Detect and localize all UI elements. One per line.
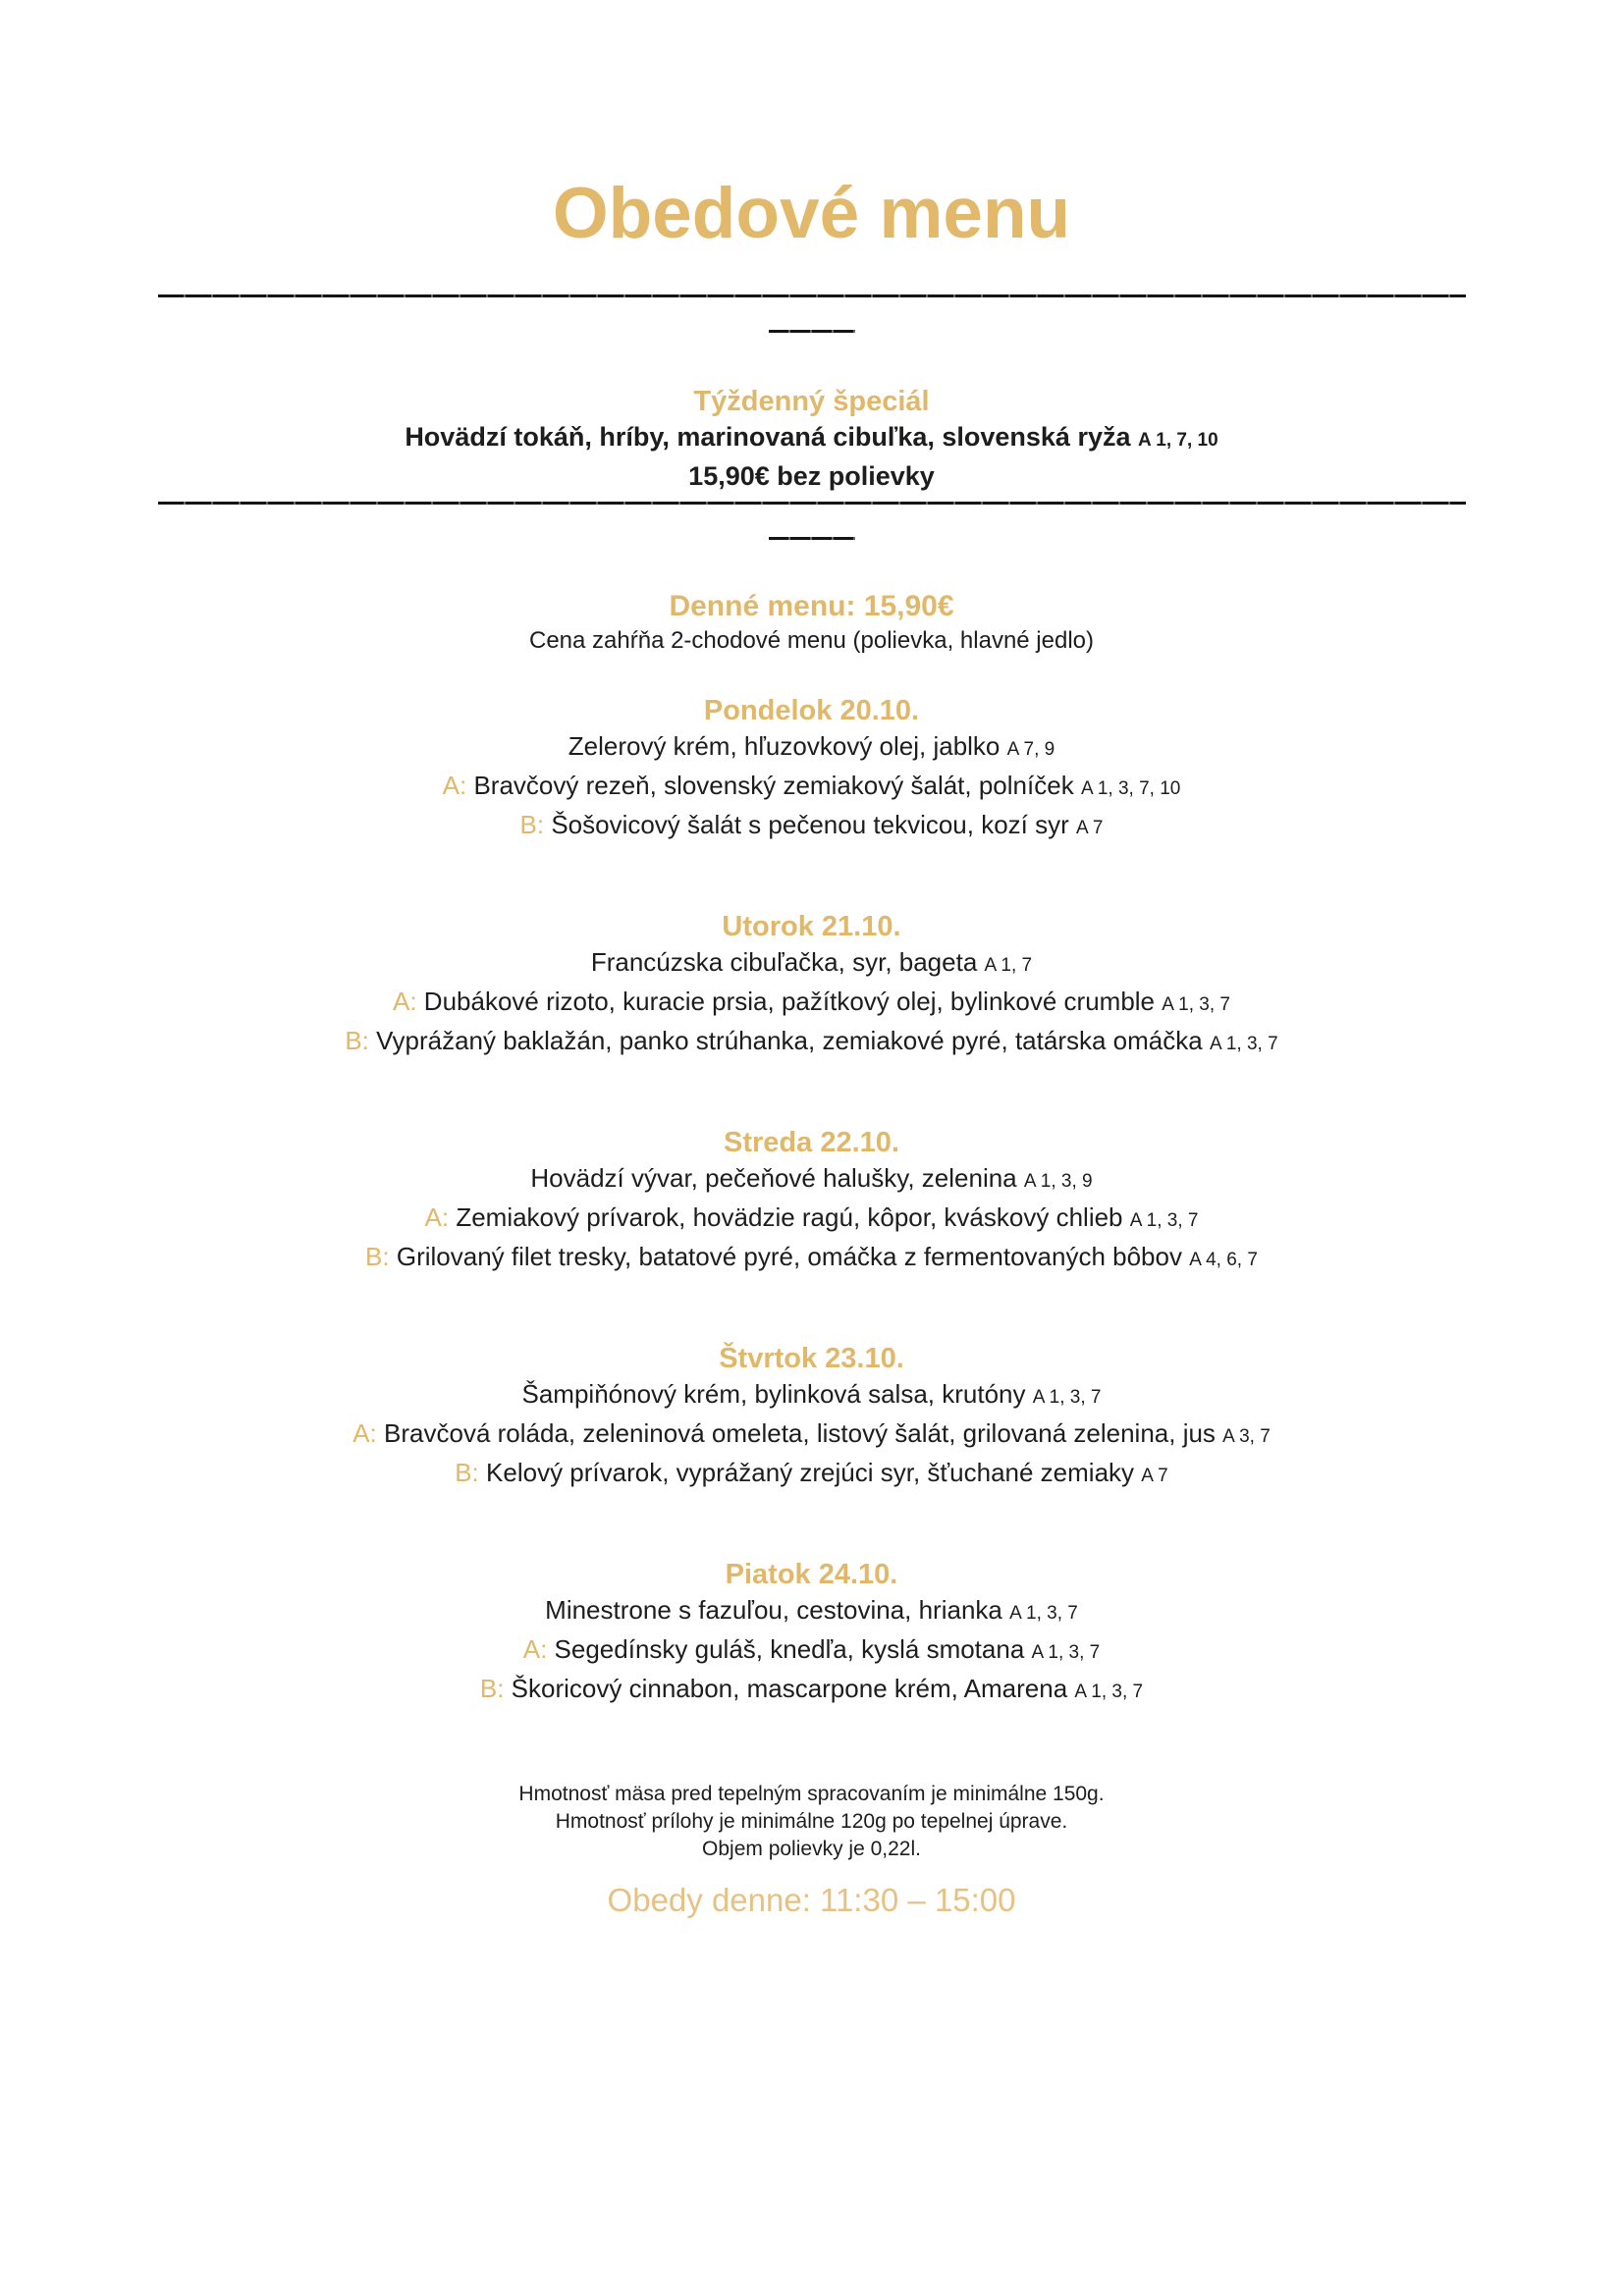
note-line: Hmotnosť mäsa pred tepelným spracovaním je minimálne 150g. [518,1783,1105,1805]
menu-a-line [158,1200,1466,1239]
soup-text: Hovädzí vývar, pečeňové halušky, zelenina [530,1163,1017,1193]
portion-notes [158,1781,1466,1863]
day-heading: Pondelok 20.10. [703,695,920,726]
menu-b-prefix: B: [365,1242,390,1271]
menu-b-text: Šošovicový šalát s pečenou tekvicou, kozí syr [551,810,1069,839]
allergen-codes: A 1, 3, 9 [1023,1171,1093,1192]
soup-text: Francúzska cibuľačka, syr, bageta [590,947,978,977]
menu-footer [158,1781,1466,1921]
allergen-codes: A 1, 3, 7 [1074,1682,1144,1702]
allergen-codes: A 1, 3, 7 [1162,994,1230,1015]
menu-a-text: Bravčový rezeň, slovenský zemiakový šalát, polníček [473,771,1074,800]
menu-b-text: Kelový prívarok, vyprážaný zrejúci syr, šťuchané zemiaky [486,1458,1135,1487]
allergen-codes: A 1, 3, 7 [1209,1034,1278,1054]
menu-b-prefix: B: [345,1026,369,1055]
day-section-thursday [158,1341,1466,1494]
menu-a-prefix: A: [424,1202,450,1232]
divider-line [158,502,1466,505]
menu-a-line [158,1631,1466,1671]
day-section-wednesday [158,1125,1466,1278]
allergen-codes: A 3, 7 [1222,1426,1271,1447]
menu-page [158,0,1466,1921]
soup-line [158,1376,1466,1415]
menu-b-prefix: B: [479,1674,505,1703]
allergen-codes: A 1, 7 [984,955,1033,976]
day-section-tuesday [158,909,1466,1062]
menu-a-prefix: A: [522,1634,548,1664]
menu-b-line [158,1455,1466,1494]
day-section-monday [158,693,1466,846]
day-heading: Streda 22.10. [724,1127,899,1158]
soup-text: Šampiňónový krém, bylinková salsa, krutóny [521,1379,1026,1409]
allergen-codes: A 1, 3, 7 [1032,1387,1102,1408]
menu-a-line [158,768,1466,807]
weekly-special-heading: Týždenný špeciál [693,386,930,417]
soup-text: Zelerový krém, hľuzovkový olej, jablko [568,731,1001,761]
soup-text: Minestrone s fazuľou, cestovina, hrianka [545,1595,1002,1625]
menu-b-text: Škoricový cinnabon, mascarpone krém, Amarena [511,1674,1068,1703]
allergen-codes: A 1, 3, 7 [1129,1210,1199,1231]
allergen-codes: A 7 [1076,818,1104,838]
menu-a-text: Zemiakový prívarok, hovädzie ragú, kôpor, kváskový chlieb [456,1202,1123,1232]
weekly-special-dish: Hovädzí tokáň, hríby, marinovaná cibuľka, slovenská ryža [405,422,1131,452]
menu-b-prefix: B: [519,810,545,839]
allergen-codes: A 1, 3, 7 [1031,1642,1101,1663]
day-section-friday [158,1557,1466,1710]
daily-menu-header [158,588,1466,657]
menu-a-line [158,1415,1466,1455]
divider-line [158,294,1466,297]
menu-b-line [158,1239,1466,1278]
divider-short-line [769,330,855,333]
menu-b-text: Vyprážaný baklažán, panko strúhanka, zemiakové pyré, tatárska omáčka [376,1026,1203,1055]
menu-b-text: Grilovaný filet tresky, batatové pyré, omáčka z fermentovaných bôbov [396,1242,1182,1271]
soup-line [158,1160,1466,1200]
menu-a-text: Bravčová roláda, zeleninová omeleta, listový šalát, grilovaná zelenina, jus [384,1418,1216,1448]
day-heading: Utorok 21.10. [722,911,901,942]
note-line: Objem polievky je 0,22l. [702,1838,921,1860]
daily-menu-heading: Denné menu: 15,90€ [669,590,954,622]
menu-b-prefix: B: [455,1458,479,1487]
menu-a-line [158,984,1466,1023]
soup-line [158,944,1466,984]
menu-b-line [158,807,1466,846]
menu-b-line [158,1023,1466,1062]
divider-short-line [769,537,855,540]
day-heading: Piatok 24.10. [725,1559,898,1590]
weekly-special-section [158,384,1466,494]
weekly-special-price: 15,90€ bez polievky [688,461,935,491]
allergen-codes: A 4, 6, 7 [1189,1250,1258,1270]
allergen-codes: A 1, 3, 7 [1009,1603,1078,1624]
menu-a-prefix: A: [442,771,467,800]
allergen-codes: A 1, 3, 7, 10 [1080,778,1181,799]
soup-line [158,1592,1466,1631]
note-line: Hmotnosť prílohy je minimálne 120g po tepelnej úprave. [555,1810,1068,1833]
menu-a-prefix: A: [352,1418,377,1448]
soup-line [158,728,1466,768]
allergen-codes: A 1, 7, 10 [1138,430,1218,451]
menu-a-text: Dubákové rizoto, kuracie prsia, pažítkový olej, bylinkové crumble [423,987,1156,1016]
menu-b-line [158,1671,1466,1710]
day-heading: Štvrtok 23.10. [719,1343,904,1374]
allergen-codes: A 7 [1141,1466,1168,1486]
daily-menu-subheading: Cena zahŕňa 2-chodové menu (polievka, hlavné jedlo) [528,627,1094,654]
weekly-special-dish-line [158,419,1466,458]
opening-hours: Obedy denne: 11:30 – 15:00 [607,1882,1016,1918]
page-title: Obedové menu [552,174,1071,253]
allergen-codes: A 7, 9 [1006,739,1055,760]
menu-a-text: Segedínsky guláš, knedľa, kyslá smotana [554,1634,1025,1664]
menu-a-prefix: A: [392,987,417,1016]
